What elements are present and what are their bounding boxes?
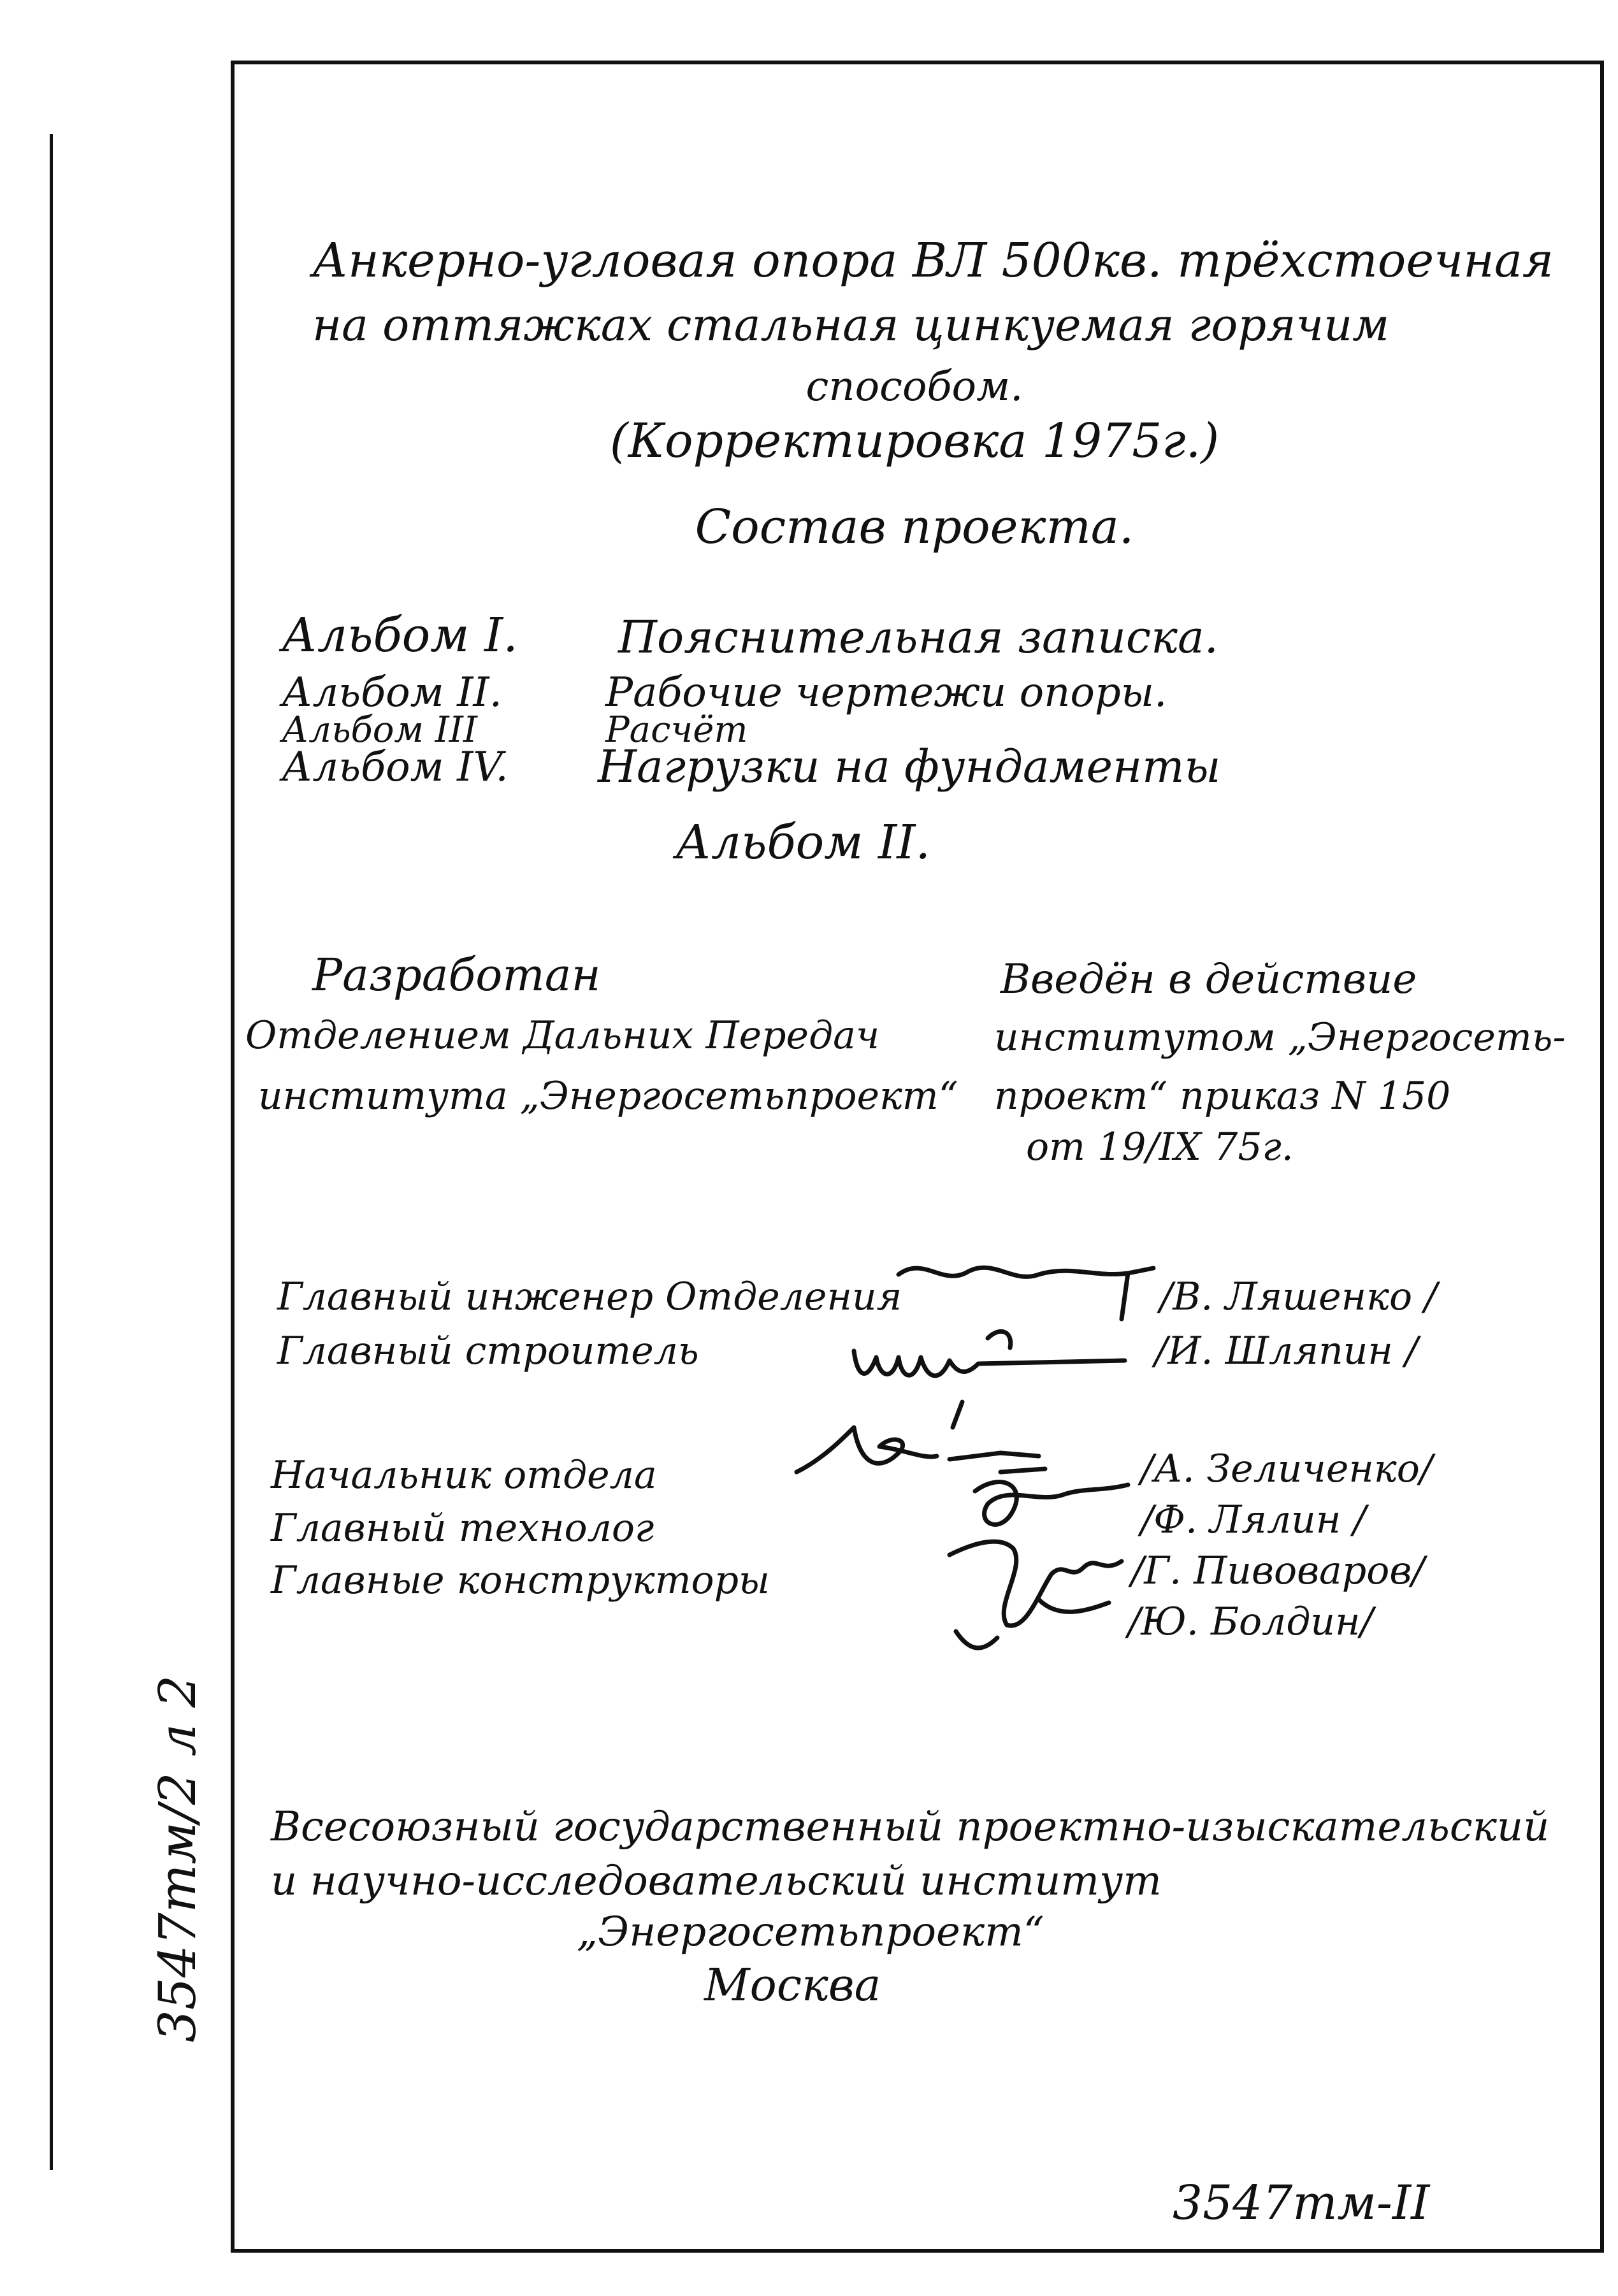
current-album: Альбом II. [675,815,931,870]
correction-note: (Корректировка 1975г.) [609,414,1220,468]
signatory-role-chief-builder: Главный строитель [277,1329,699,1373]
introduced-line-2: институтом „Энергосеть- [994,1015,1566,1060]
album-4-number: Альбом IV. [282,744,509,791]
signatory-name-zelichenko: /А. Зеличенко/ [1141,1447,1433,1491]
institute-line-3: „Энергосетьпроект“ [577,1909,1044,1956]
album-1-number: Альбом I. [282,608,518,663]
introduced-line-3: проект“ приказ N 150 [994,1074,1451,1118]
album-3-number: Альбом III [282,709,478,751]
signature-lyalin-pivovarov-boldin [937,1466,1147,1657]
developed-line-1: Отделением Дальних Передач [245,1013,880,1058]
signature-shlyapin [841,1313,1141,1396]
introduced-line-4: от 19/IX 75г. [1026,1125,1294,1169]
institute-line-1: Всесоюзный государственный проектно-изыскательский [271,1803,1550,1851]
signatory-role-chief-designers: Главные конструкторы [271,1558,770,1603]
signatory-name-pivovarov: /Г. Пивоваров/ [1131,1549,1425,1593]
album-1-title: Пояснительная записка. [618,611,1218,663]
signatory-role-head-of-department: Начальник отдела [271,1453,657,1498]
institute-line-2: и научно-исследовательский институт [271,1858,1162,1905]
composition-heading: Состав проекта. [695,500,1134,554]
signatory-name-lyalin: /Ф. Лялин / [1141,1498,1366,1542]
left-margin-rule [50,134,53,2170]
signatory-name-lyashenko: /В. Ляшенко / [1160,1274,1438,1319]
title-line-3: способом. [805,363,1023,410]
signatory-role-chief-engineer: Главный инженер Отделения [277,1274,902,1319]
document-code: 3547тм-II [1173,2176,1430,2230]
developed-line-2: института „Энергосетьпроект“ [258,1074,958,1118]
album-2-title: Рабочие чертежи опоры. [605,669,1167,716]
title-line-1: Анкерно-угловая опора ВЛ 500кв. трёхстоечная [312,233,1554,288]
title-line-2: на оттяжках стальная цинкуемая горячим [312,299,1390,351]
developed-label: Разработан [312,949,601,1001]
signatory-role-chief-technologist: Главный технолог [271,1506,654,1550]
introduced-line-1: Введён в действие [1000,956,1417,1003]
institute-city: Москва [704,1959,881,2011]
album-3-title: Расчёт [605,709,748,751]
signatory-name-shlyapin: /И. Шляпин / [1155,1329,1419,1373]
album-4-title: Нагрузки на фундаменты [598,740,1221,793]
album-2-number: Альбом II. [282,669,502,716]
signatory-name-boldin: /Ю. Болдин/ [1128,1599,1373,1644]
side-archive-code: 3547тм/2 л 2 [148,1675,207,2042]
